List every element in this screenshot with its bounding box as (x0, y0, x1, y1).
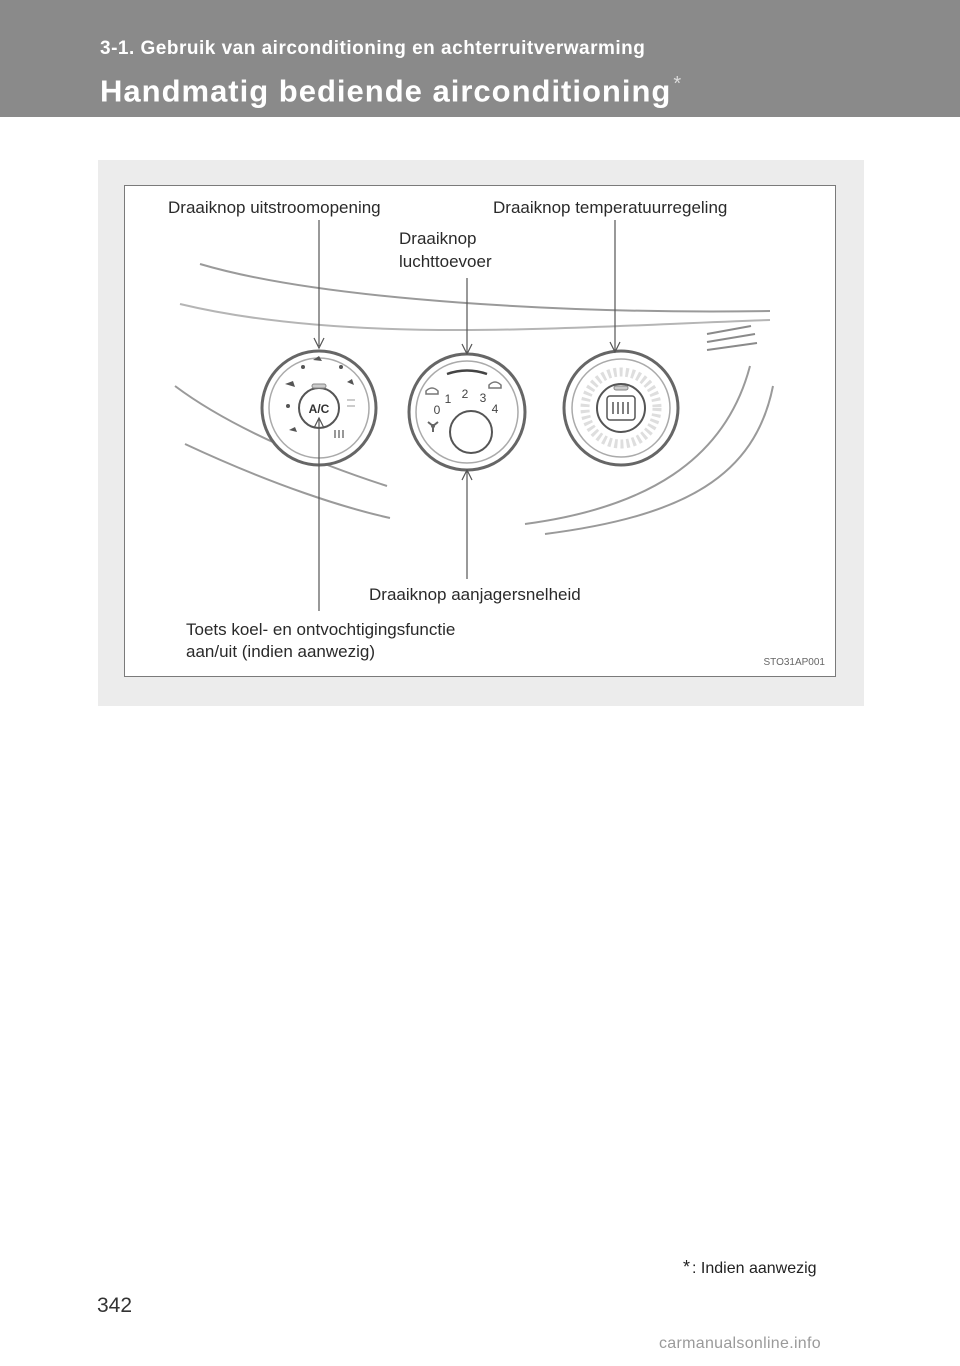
figure-code: STO31AP001 (763, 657, 825, 668)
temperature-knob (564, 351, 678, 465)
ac-button-label[interactable]: A/C (308, 402, 330, 416)
footnote-text: : Indien aanwezig (692, 1260, 817, 1277)
footnote-mark: * (683, 1257, 691, 1277)
speed-label-1: 1 (444, 392, 452, 406)
callout-fan-speed-knob: Draaiknop aanjagersnelheid (369, 585, 581, 604)
ac-indicator-light (312, 384, 326, 388)
speed-label-0: 0 (433, 403, 441, 417)
control-panel-figure (124, 185, 836, 677)
rear-defogger-button (597, 384, 645, 432)
callout-ac-button-line2: aan/uit (indien aanwezig) (186, 642, 376, 661)
speed-label-4: 4 (491, 402, 499, 416)
air-intake-fan-knob (409, 354, 525, 470)
chapter-header-band (0, 0, 960, 117)
footnote (683, 1257, 817, 1278)
speed-label-3: 3 (479, 391, 487, 405)
callout-temperature-knob: Draaiknop temperatuurregeling (493, 198, 728, 217)
watermark: carmanualsonline.info (659, 1335, 821, 1352)
callout-air-intake-line2: luchttoevoer (399, 252, 492, 271)
title-footnote-mark: * (673, 73, 683, 95)
callout-outlet-knob: Draaiknop uitstroomopening (168, 198, 381, 217)
side-vent (707, 326, 757, 350)
callout-air-intake-line1: Draaiknop (399, 229, 477, 248)
page-title (100, 73, 682, 109)
callout-ac-button-line1: Toets koel- en ontvochtigingsfunctie (186, 620, 456, 639)
fan-speed-dial-center (450, 411, 492, 453)
page-title-text: Handmatig bediende airconditioning (100, 73, 672, 109)
section-title: 3-1. Gebruik van airconditioning en achterruitverwarming (100, 38, 646, 59)
dashboard-curve-second (180, 304, 770, 330)
defogger-indicator-light (614, 386, 628, 390)
speed-label-2: 2 (461, 387, 469, 401)
page-number: 342 (97, 1294, 133, 1317)
